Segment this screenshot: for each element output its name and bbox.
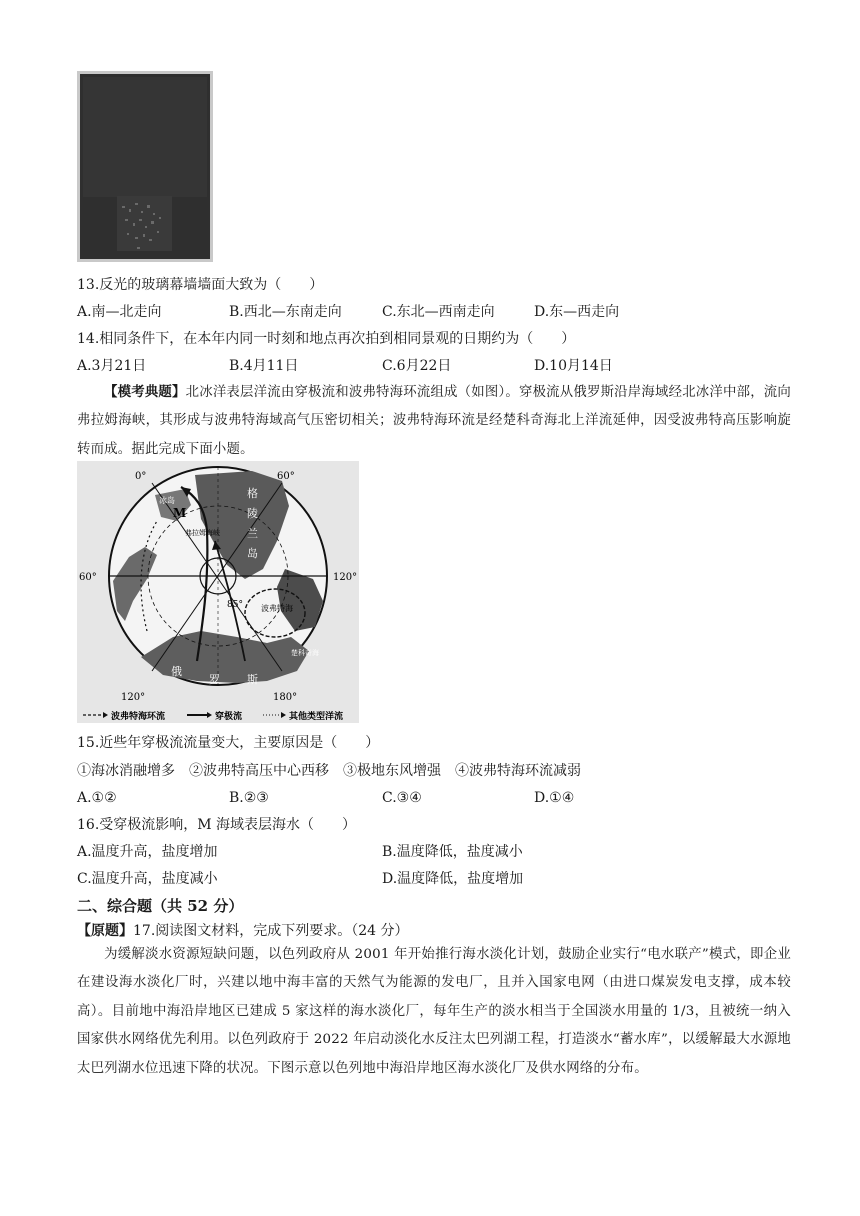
q15-statements: ①海冰消融增多 ②波弗特高压中心西移 ③极地东风增强 ④波弗特海环流减弱 (77, 763, 581, 779)
map-deg-180: 180° (273, 692, 298, 703)
intro-paragraph (77, 378, 791, 464)
map-label-iceland: 冰岛 (159, 496, 175, 505)
map-label-m: M (173, 506, 187, 520)
q14-stem: 14.相同条件下，在本年内同一时刻和地点再次拍到相同景观的日期约为（ ） (77, 331, 576, 347)
map-deg-60-left: 60° (79, 572, 97, 583)
q17-stem: 17.阅读图文材料，完成下列要求。（24 分） (133, 923, 409, 939)
map-greenland-char-2: 陵 (247, 507, 258, 520)
section2-heading: 二、综合题（共 52 分） (77, 897, 244, 915)
q15-option-d[interactable]: D.①④ (534, 790, 575, 806)
legend-other: 其他类型洋流 (289, 712, 344, 722)
map-deg-120-bottom: 120° (121, 692, 146, 703)
q17-heading (77, 922, 409, 940)
map-greenland-char-1: 格 (247, 487, 258, 500)
map-russia-char-3: 斯 (247, 673, 258, 686)
q14-option-b[interactable]: B.4月11日 (229, 358, 299, 374)
q15-option-c[interactable]: C.③④ (382, 790, 422, 806)
q17-paragraph (77, 941, 791, 1083)
map-greenland-char-3: 兰 (247, 527, 258, 540)
legend-transpolar: 穿极流 (215, 712, 243, 722)
q13-option-b[interactable]: B.西北—东南走向 (229, 304, 342, 320)
arctic-current-map (77, 461, 359, 723)
map-russia-char-2: 罗 (209, 673, 220, 686)
q17-text: 为缓解淡水资源短缺问题，以色列政府从 2001 年开始推行海水淡化计划，鼓励企业实行“电水联产”模式，即企业在建设海水淡化厂时，兴建以地中海丰富的天然气为能源的发电厂，且并入国家电网（由进口煤炭发电支撑，成本较高）。目前地中海沿岸地区已建成 5 家这样的海水淡化厂，每年生产的淡水相当于全国淡水用量的 1/3，且被统一纳入国家供水网络优先利用。以色列政府于 2022 年启动淡化水反注太巴列湖工程，打造淡水“蓄水库”，以缓解最大水源地太巴列湖水位迅速下降的状况。下图示意以色列地中海沿岸地区海水淡化厂及供水网络的分布。 (77, 947, 791, 1076)
q15-stem: 15.近些年穿极流流量变大，主要原因是（ ） (77, 735, 380, 751)
q16-option-c[interactable]: C.温度升高，盐度减小 (77, 871, 218, 887)
q16-option-a[interactable]: A.温度升高，盐度增加 (77, 844, 218, 860)
q14-option-d[interactable]: D.10月14日 (534, 358, 613, 374)
legend-beaufort-gyre: 波弗特海环流 (111, 712, 166, 722)
map-label-fram: 弗拉姆海峡 (185, 529, 220, 537)
q15-option-a[interactable]: A.①② (77, 790, 117, 806)
map-deg-85: 85° (227, 600, 243, 610)
map-russia-char-1: 俄 (171, 665, 182, 678)
q15-option-b[interactable]: B.②③ (229, 790, 269, 806)
q13-stem: 13.反光的玻璃幕墙墙面大致为（ ） (77, 277, 324, 293)
q13-option-a[interactable]: A.南—北走向 (77, 304, 162, 320)
q13-option-d[interactable]: D.东—西走向 (534, 304, 620, 320)
intro-text: 北冰洋表层洋流由穿极流和波弗特海环流组成（如图）。穿极流从俄罗斯沿岸海域经北冰洋中部，流向弗拉姆海峡，其形成与波弗特海域高气压密切相关；波弗特海环流是经楚科奇海北上洋流延伸，因受波弗特高压影响旋转而成。据此完成下面小题。 (77, 385, 791, 457)
q17-tag: 【原题】 (77, 923, 133, 939)
map-label-chukchi: 楚科奇海 (291, 649, 319, 657)
q14-option-a[interactable]: A.3月21日 (77, 358, 147, 374)
intro-tag: 【模考典题】 (104, 384, 186, 400)
map-deg-60-top: 60° (277, 471, 295, 482)
q13-option-c[interactable]: C.东北—西南走向 (382, 304, 495, 320)
map-label-beaufort: 波弗特海 (261, 604, 293, 613)
map-deg-120-right: 120° (333, 572, 358, 583)
q16-option-b[interactable]: B.温度降低，盐度减小 (382, 844, 523, 860)
q14-option-c[interactable]: C.6月22日 (382, 358, 452, 374)
q16-option-d[interactable]: D.温度降低，盐度增加 (382, 871, 524, 887)
q16-stem: 16.受穿极流影响，M 海域表层海水（ ） (77, 817, 357, 833)
map-greenland-char-4: 岛 (247, 547, 258, 560)
glass-curtain-wall-photo (77, 71, 213, 262)
map-deg-0: 0° (135, 471, 147, 482)
